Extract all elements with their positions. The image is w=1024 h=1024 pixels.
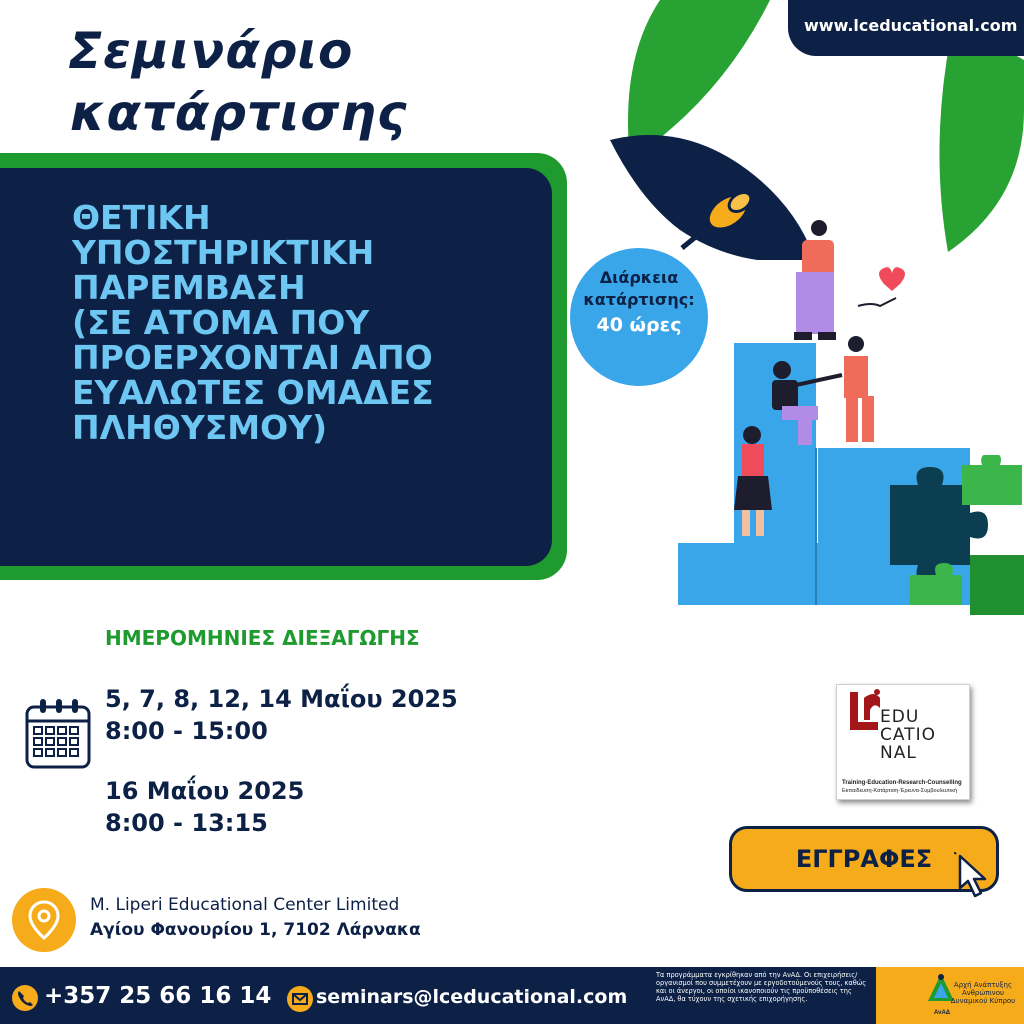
page-title-line2: κατάρτισης	[70, 84, 408, 142]
email-icon	[286, 985, 314, 1013]
company-address: Αγίου Φανουρίου 1, 7102 Λάρνακα	[90, 920, 421, 940]
calendar-icon	[24, 697, 92, 771]
duration-label: Διάρκεια	[599, 268, 679, 287]
session2-time: 8:00 - 13:15	[105, 809, 268, 837]
phone-number[interactable]: +357 25 66 16 14	[44, 983, 272, 1009]
logo-wordmark-line: NAL	[880, 743, 917, 763]
puzzle-pieces	[880, 455, 1024, 615]
topic-line: ΠΑΡΕΜΒΑΣΗ	[72, 268, 306, 307]
topic-line: (ΣΕ ΑΤΟΜΑ ΠΟΥ	[72, 303, 370, 342]
topic-line: ΠΡΟΕΡΧΟΝΤΑΙ ΑΠΟ	[72, 338, 433, 377]
session1-days: 5, 7, 8, 12, 14 Μαΐου 2025	[105, 685, 458, 713]
logo-tagline-el: Εκπαίδευση-Κατάρτιση-Έρευνα-Συμβουλευτική	[842, 788, 958, 794]
dates-heading: ΗΜΕΡΟΜΗΝΙΕΣ ΔΙΕΞΑΓΩΓΗΣ	[105, 626, 420, 650]
company-name: M. Liperi Educational Center Limited	[90, 895, 400, 915]
register-button[interactable]: ΕΓΓΡΑΦΕΣ	[729, 826, 999, 892]
location-pin-icon	[28, 900, 60, 940]
topic-line: ΠΛΗΘΥΣΜΟΥ)	[72, 408, 328, 447]
topic-line: ΕΥΑΛΩΤΕΣ ΟΜΑΔΕΣ	[72, 373, 434, 412]
logo-wordmark	[880, 708, 936, 762]
lc-logo-mark	[846, 688, 882, 738]
topic-line: ΥΠΟΣΤΗΡΙΚΤΙΚΗ	[72, 233, 375, 272]
duration-value: 40 ώρες	[596, 314, 682, 336]
logo-tagline-en: Training-Education-Research-Counselling	[842, 780, 962, 786]
logo-wordmark-line: CATIO	[880, 725, 936, 745]
anad-name: Αρχή Ανάπτυξης Ανθρώπινου Δυναμικού Κύπρου	[950, 981, 1016, 1005]
session2-days: 16 Μαΐου 2025	[105, 777, 305, 805]
cursor-icon	[954, 852, 996, 900]
seminar-topic	[72, 200, 434, 445]
anad-abbreviation: ΑνΑΔ	[934, 1010, 951, 1016]
funding-disclaimer: Τα προγράμματα εγκρίθηκαν από την ΑνΑΔ. Οι επιχειρήσεις/ οργανισμοί που συμμετέχουν με εργοδοτούμενούς τους, καθώς και οι άνεργοι, οι οποίοι ικανοποιούν τις προϋποθέσεις της ΑνΑΔ, θα τύχουν της σχετικής επιχορήγησης.	[656, 971, 867, 1003]
phone-icon	[10, 983, 40, 1013]
duration-label-2: κατάρτισης:	[583, 290, 695, 309]
logo-wordmark-line: EDU	[880, 707, 920, 727]
email-address[interactable]: seminars@lceducational.com	[316, 986, 628, 1008]
website-url[interactable]: www.lceducational.com	[804, 16, 1018, 35]
topic-line: ΘΕΤΙΚΗ	[72, 198, 211, 237]
page-title-line1: Σεμινάριο	[68, 22, 354, 80]
session1-time: 8:00 - 15:00	[105, 717, 268, 745]
